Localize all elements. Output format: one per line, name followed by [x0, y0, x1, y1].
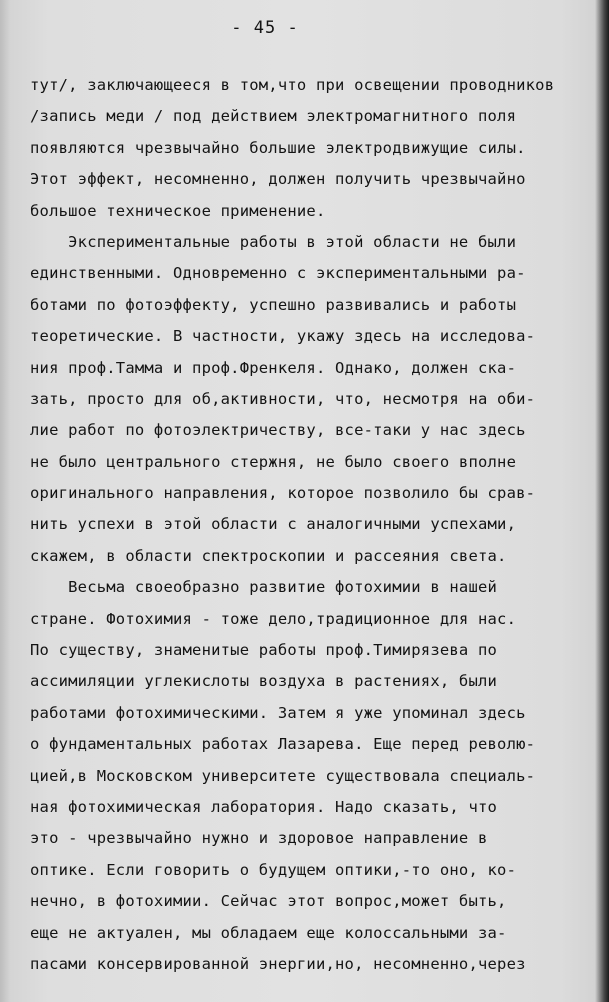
page-edge-shadow-left	[0, 0, 10, 1002]
text-line: о фундаментальных работах Лазарева. Еще перед револю-	[30, 735, 536, 754]
text-line: тут/, заключающееся в том,что при освещении проводников	[30, 76, 555, 94]
text-line: единственными. Одновременно с экспериментальными ра-	[30, 264, 526, 283]
text-line: ния проф.Тамма и проф.Френкеля. Однако, должен ска-	[30, 358, 517, 377]
page-edge-shadow-right	[595, 0, 609, 1002]
text-line: нить успехи в этой области с аналогичными успехами,	[30, 515, 517, 534]
text-line: пасами консервированной энергии,но, несомненно,через	[30, 954, 526, 973]
text-line: это - чрезвычайно нужно и здоровое направление в	[30, 829, 488, 848]
text-line: ботами по фотоэффекту, успешно развивались и работы	[30, 295, 517, 314]
text-line: оптике. Если говорить о будущем оптики,-то оно, ко-	[30, 860, 517, 879]
page-number: - 45 -	[231, 18, 299, 38]
text-line: Весьма своеобразно развитие фотохимии в нашей	[30, 578, 498, 597]
text-line: теоретические. В частности, укажу здесь на исследова-	[30, 327, 536, 346]
text-line: стране. Фотохимия - тоже дело,традиционное для нас.	[30, 609, 517, 628]
text-line: оригинального направления, которое позволило бы срав-	[30, 484, 536, 503]
text-line: ассимиляции углекислоты воздуха в растениях, были	[30, 672, 498, 691]
text-line: Экспериментальные работы в этой области не были	[30, 232, 517, 251]
text-line: большое техническое применение.	[30, 201, 326, 220]
text-line: лие работ по фотоэлектричеству, все-таки у нас здесь	[30, 421, 526, 440]
text-line: еще не актуален, мы обладаем еще колоссальными за-	[30, 923, 507, 942]
text-line: не было центрального стержня, не было своего вполне	[30, 452, 517, 471]
body-text	[30, 70, 582, 980]
text-line: /запись меди / под действием электромагнитного поля	[30, 107, 517, 126]
text-line: появляются чрезвычайно большие электродвижущие силы.	[30, 138, 526, 157]
text-line: Этот эффект, несомненно, должен получить чрезвычайно	[30, 170, 526, 189]
text-line: цией,в Московском университете существовала специаль-	[30, 766, 536, 785]
text-line: зать, просто для об,активности, что, несмотря на оби-	[30, 389, 536, 408]
text-line: скажем, в области спектроскопии и рассеяния света.	[30, 546, 507, 565]
text-line: нечно, в фотохимии. Сейчас этот вопрос,может быть,	[30, 892, 507, 911]
text-line: ная фотохимическая лаборатория. Надо сказать, что	[30, 797, 498, 816]
text-line: работами фотохимическими. Затем я уже упоминал здесь	[30, 703, 526, 722]
text-line: По существу, знаменитые работы проф.Тимирязева по	[30, 641, 498, 660]
